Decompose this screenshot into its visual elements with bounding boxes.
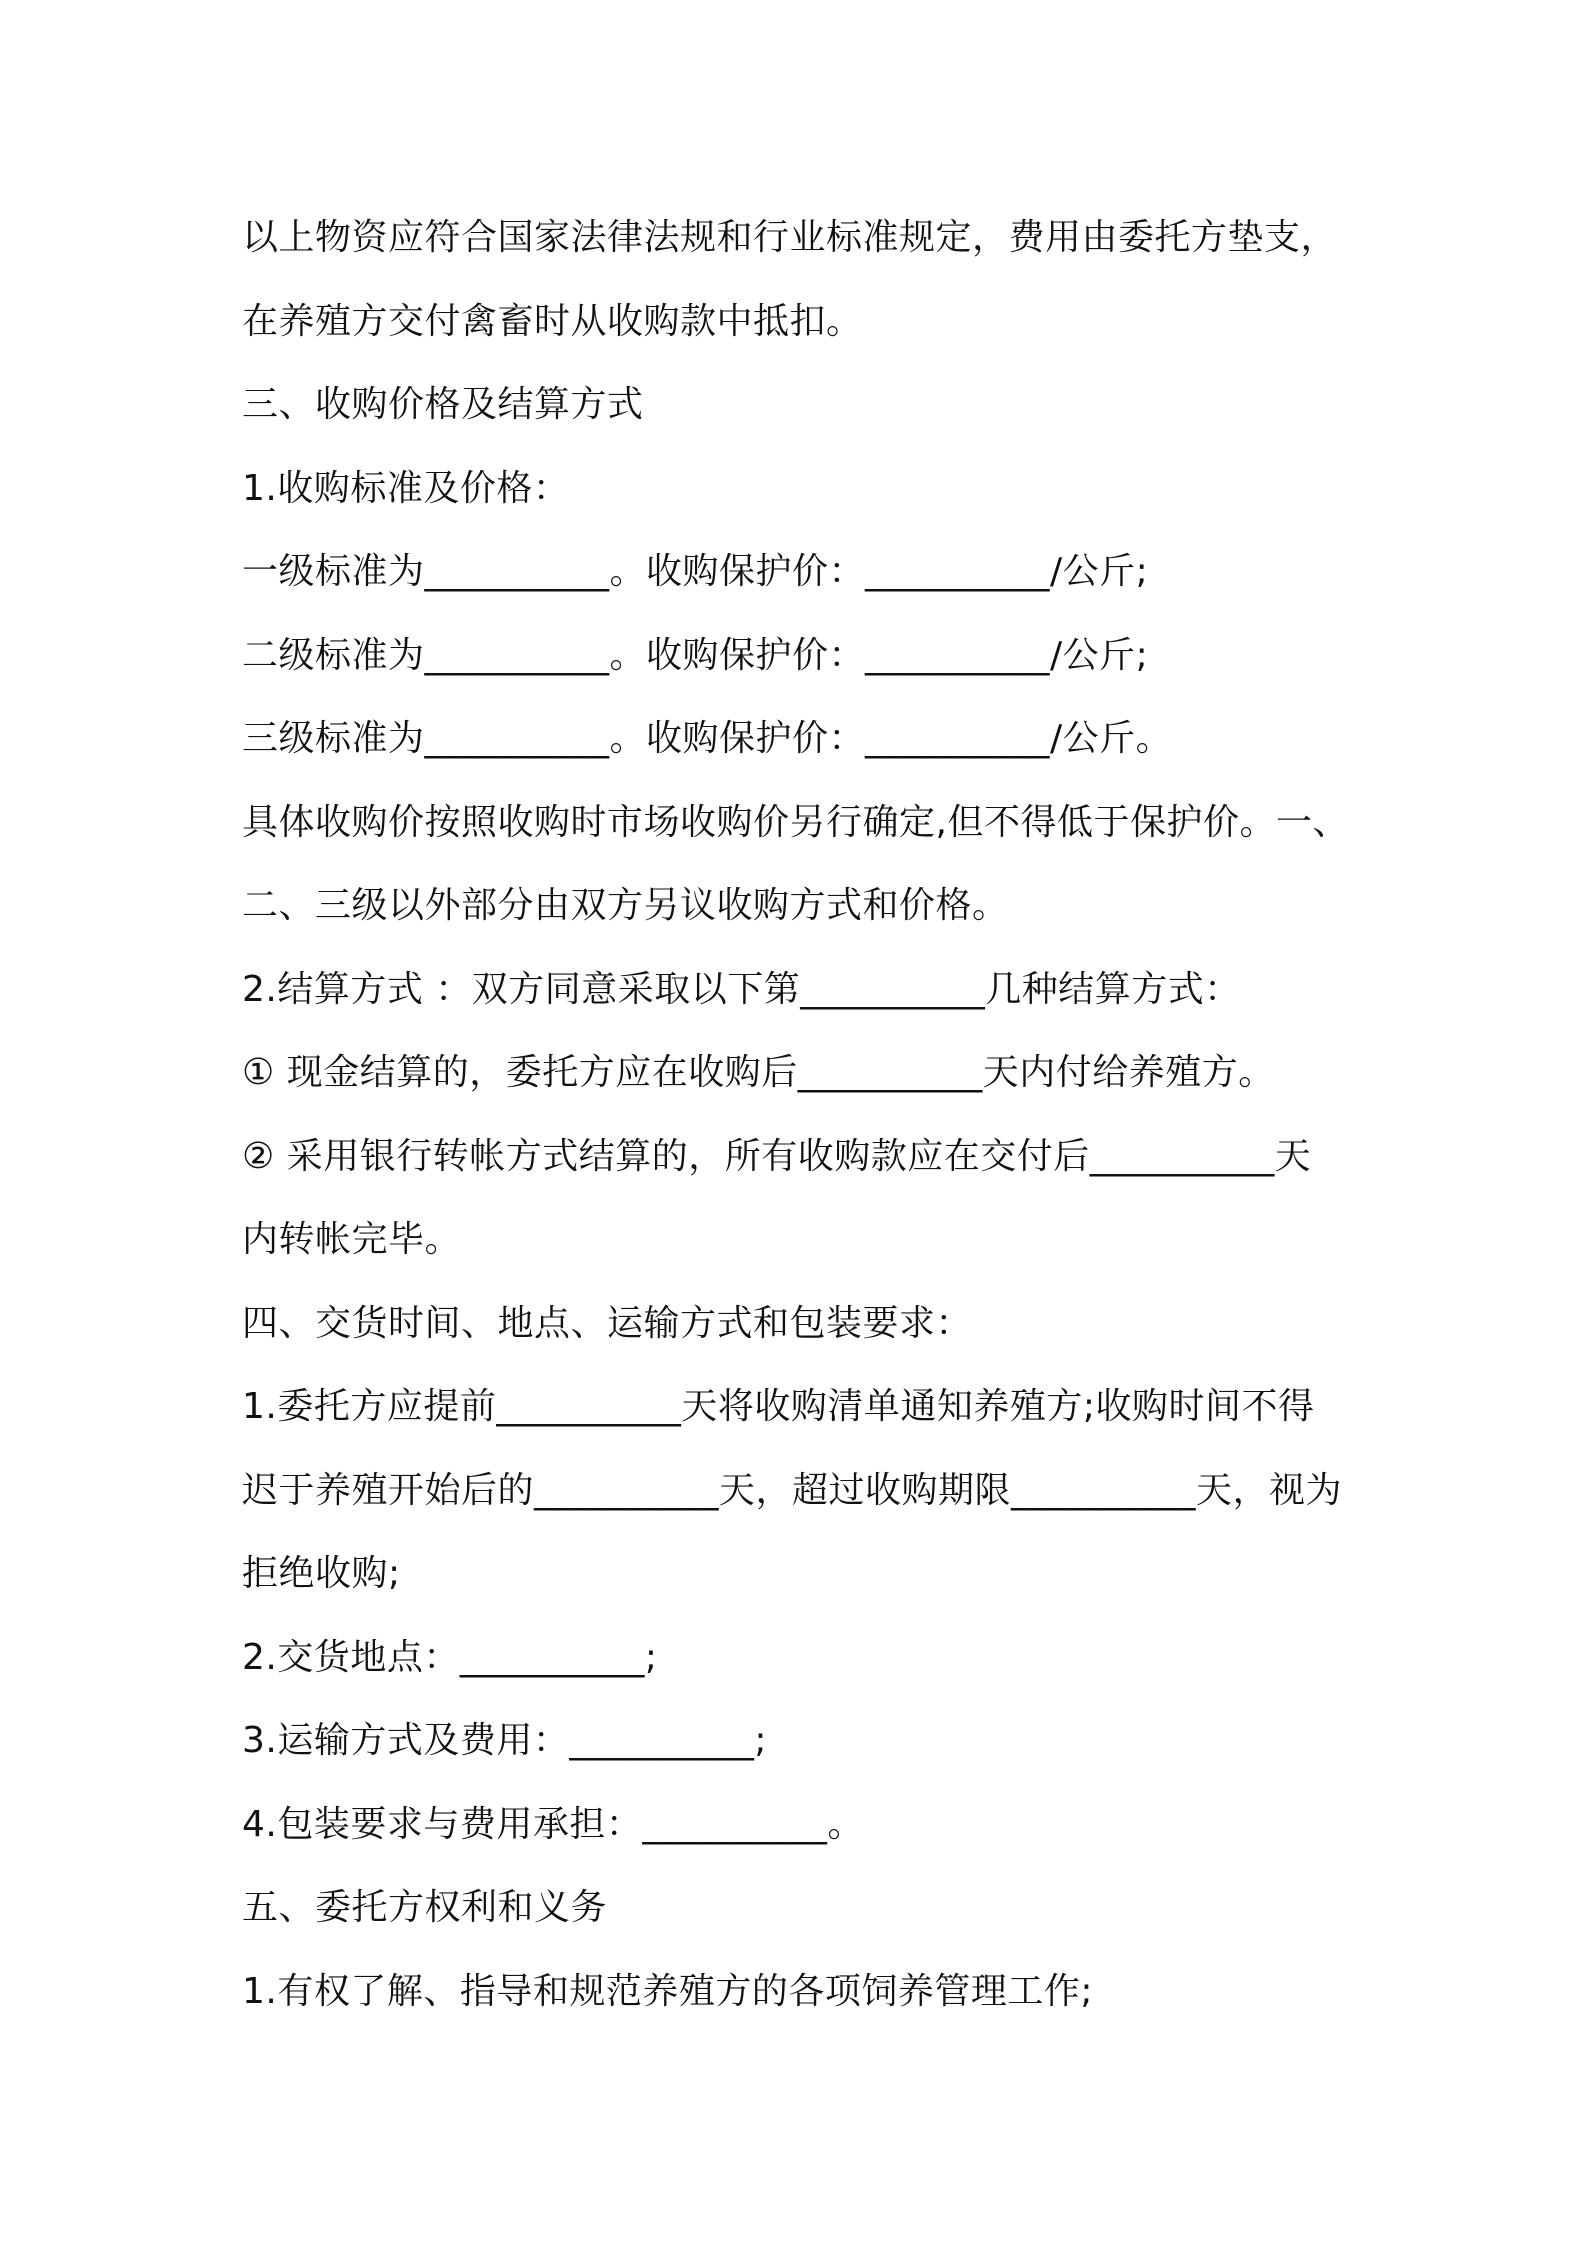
document-body bbox=[242, 196, 1362, 2033]
paragraph-line: 拒绝收购; bbox=[242, 1553, 401, 1594]
grade-line: 三级标准为__________。收购保护价：__________/公斤。 bbox=[242, 718, 1173, 759]
clause-line: 1.收购标准及价格： bbox=[242, 467, 570, 509]
clause-line: 2.结算方式 ：双方同意采取以下第__________几种结算方式： bbox=[242, 968, 1241, 1010]
paragraph-line: 内转帐完毕。 bbox=[242, 1219, 462, 1260]
paragraph-line: 以上物资应符合国家法律法规和行业标准规定，费用由委托方垫支， bbox=[242, 217, 1338, 258]
paragraph-line: 二、三级以外部分由双方另议收购方式和价格。 bbox=[242, 885, 1009, 926]
paragraph-line: 在养殖方交付禽畜时从收购款中抵扣。 bbox=[242, 300, 863, 342]
paragraph-line: 具体收购价按照收购时市场收购价另行确定,但不得低于保护价。一、 bbox=[242, 801, 1349, 843]
clause-line: 4.包装要求与费用承担：__________。 bbox=[242, 1803, 864, 1845]
section-heading: 四、交货时间、地点、运输方式和包装要求： bbox=[242, 1302, 973, 1344]
grade-line: 一级标准为__________。收购保护价：__________/公斤; bbox=[242, 551, 1149, 592]
clause-line: 1.委托方应提前__________天将收购清单通知养殖方;收购时间不得 bbox=[242, 1386, 1315, 1427]
clause-line: 2.交货地点：__________; bbox=[242, 1636, 658, 1678]
clause-line: 1.有权了解、指导和规范养殖方的各项饲养管理工作; bbox=[242, 1970, 1093, 2012]
clause-line: 3.运输方式及费用：__________; bbox=[242, 1720, 767, 1761]
section-heading: 三、收购价格及结算方式 bbox=[242, 384, 644, 425]
grade-line: 二级标准为__________。收购保护价：__________/公斤; bbox=[242, 634, 1149, 676]
list-item: ① 现金结算的，委托方应在收购后__________天内付给养殖方。 bbox=[242, 1052, 1275, 1093]
list-item: ② 采用银行转帐方式结算的，所有收购款应在交付后__________天 bbox=[242, 1135, 1312, 1177]
section-heading: 五、委托方权利和义务 bbox=[242, 1887, 608, 1928]
paragraph-line: 迟于养殖开始后的__________天，超过收购期限__________天，视为 bbox=[242, 1469, 1343, 1511]
